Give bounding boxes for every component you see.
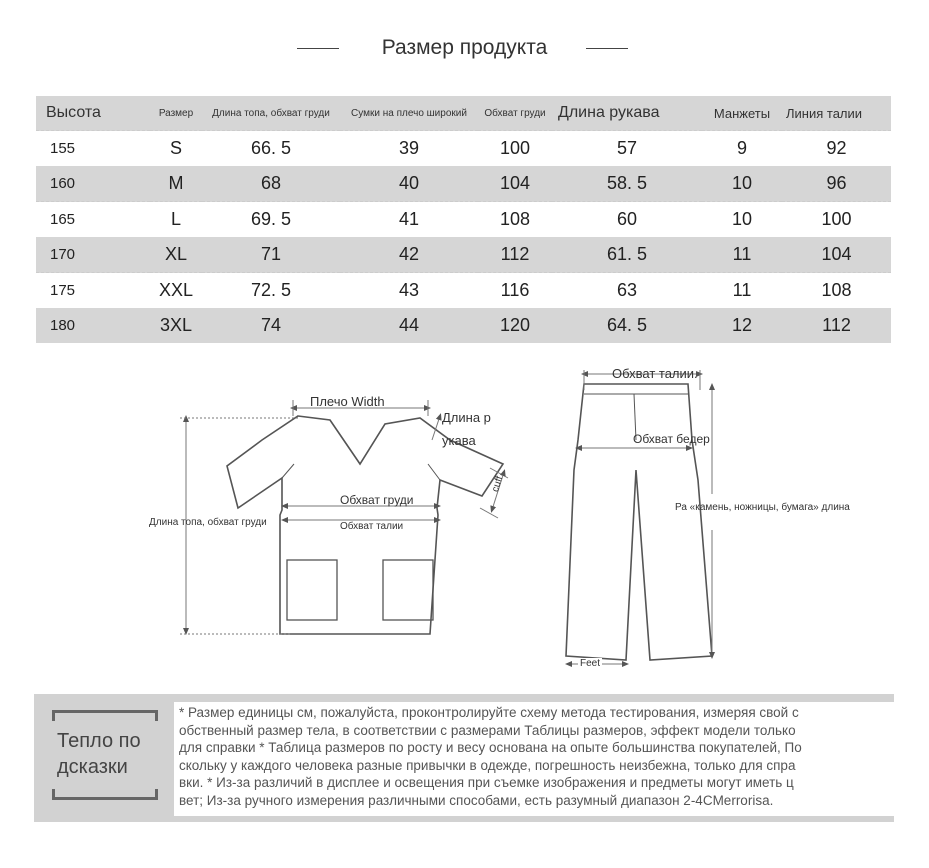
table-row bbox=[36, 131, 891, 167]
cell-sleeve: 61. 5 bbox=[552, 237, 702, 273]
cell-sleeve: 57 bbox=[552, 131, 702, 167]
cell-height: 165 bbox=[36, 202, 150, 238]
header-cuff: Манжеты bbox=[702, 96, 782, 131]
label-chest: Обхват груди bbox=[340, 493, 414, 507]
cell-shoulder: 39 bbox=[340, 131, 478, 167]
cell-chest: 100 bbox=[478, 131, 552, 167]
cell-shoulder: 40 bbox=[340, 166, 478, 202]
notes-line: вет; Из-за ручного измерения различными способами, есть разумный диапазон 2-4CMerrorisa. bbox=[179, 792, 774, 808]
cell-shoulder: 42 bbox=[340, 237, 478, 273]
tips-title-line-2: дсказки bbox=[57, 756, 128, 778]
cell-sleeve: 58. 5 bbox=[552, 166, 702, 202]
cell-chest: 104 bbox=[478, 166, 552, 202]
cell-size: XXL bbox=[150, 273, 202, 309]
cell-top-length: 74 bbox=[202, 308, 340, 343]
header-size: Размер bbox=[150, 96, 202, 131]
notes-line: обственный размер тела, в соответствии с размерами Таблицы размеров, эффект модели только bbox=[179, 722, 796, 738]
cell-waist: 108 bbox=[782, 273, 891, 309]
table-row bbox=[36, 237, 891, 273]
cell-cuff: 9 bbox=[702, 131, 782, 167]
cell-cuff: 10 bbox=[702, 202, 782, 238]
cell-sleeve: 60 bbox=[552, 202, 702, 238]
tips-title bbox=[57, 728, 149, 780]
label-hip: Обхват бедер bbox=[633, 432, 710, 446]
tips-title-line-1: Тепло по bbox=[57, 730, 141, 752]
size-table bbox=[36, 96, 891, 343]
notes-text bbox=[174, 702, 894, 809]
table-row bbox=[36, 166, 891, 202]
cell-top-length: 66. 5 bbox=[202, 131, 340, 167]
cell-sleeve: 63 bbox=[552, 273, 702, 309]
notes-line: для справки * Таблица размеров по росту и весу основана на опыте большинства покупателей, По bbox=[179, 740, 802, 755]
cell-cuff: 10 bbox=[702, 166, 782, 202]
label-pants-length: Ра «камень, ножницы, бумага» длина bbox=[675, 502, 850, 513]
diagram-drawing bbox=[0, 360, 929, 680]
cell-waist: 100 bbox=[782, 202, 891, 238]
cell-waist: 96 bbox=[782, 166, 891, 202]
header-top-length: Длина топа, обхват груди bbox=[202, 96, 340, 131]
cell-chest: 112 bbox=[478, 237, 552, 273]
label-sleeve-1: Длина р bbox=[442, 410, 491, 425]
cell-cuff: 11 bbox=[702, 273, 782, 309]
table-row bbox=[36, 273, 891, 309]
cell-waist: 104 bbox=[782, 237, 891, 273]
tips-tag bbox=[52, 710, 152, 800]
notes-panel bbox=[34, 694, 894, 822]
cell-sleeve: 64. 5 bbox=[552, 308, 702, 343]
cell-height: 170 bbox=[36, 237, 150, 273]
cell-height: 160 bbox=[36, 166, 150, 202]
cell-size: 3XL bbox=[150, 308, 202, 343]
cell-top-length: 72. 5 bbox=[202, 273, 340, 309]
header-chest: Обхват груди bbox=[478, 96, 552, 131]
label-pants-waist: Обхват талии. bbox=[612, 366, 698, 381]
tag-bracket-bottom bbox=[52, 789, 158, 800]
cell-chest: 120 bbox=[478, 308, 552, 343]
page-title: Размер продукта bbox=[381, 36, 548, 59]
measurement-diagram bbox=[0, 360, 929, 680]
cell-top-length: 71 bbox=[202, 237, 340, 273]
cell-height: 180 bbox=[36, 308, 150, 343]
cell-shoulder: 41 bbox=[340, 202, 478, 238]
notes-line: вки. * Из-за различий в дисплее и освещения при съемке изображения и предметы могут иметь ц bbox=[179, 775, 794, 790]
cell-size: M bbox=[150, 166, 202, 202]
label-top-length: Длина топа, обхват груди bbox=[149, 517, 267, 528]
cell-height: 155 bbox=[36, 131, 150, 167]
table-row bbox=[36, 202, 891, 238]
cell-waist: 112 bbox=[782, 308, 891, 343]
label-cuff: cuff bbox=[490, 474, 506, 494]
title-right-rule bbox=[586, 48, 628, 49]
cell-height: 175 bbox=[36, 273, 150, 309]
title-section bbox=[0, 32, 929, 66]
label-shirt-waist: Обхват талии bbox=[340, 521, 404, 532]
table-row bbox=[36, 308, 891, 343]
cell-waist: 92 bbox=[782, 131, 891, 167]
header-height: Высота bbox=[36, 96, 150, 131]
label-feet: Feet bbox=[580, 658, 601, 669]
table-header-row bbox=[36, 96, 891, 131]
label-shoulder: Плечо Width bbox=[310, 394, 385, 409]
pants-outline bbox=[566, 384, 712, 660]
cell-top-length: 69. 5 bbox=[202, 202, 340, 238]
cell-chest: 108 bbox=[478, 202, 552, 238]
cell-size: S bbox=[150, 131, 202, 167]
cell-size: XL bbox=[150, 237, 202, 273]
cell-size: L bbox=[150, 202, 202, 238]
header-sleeve: Длина рукава bbox=[552, 96, 702, 131]
notes-line: * Размер единицы см, пожалуйста, проконтролируйте схему метода тестирования, измеряя свой с bbox=[179, 705, 799, 720]
notes-line: скольку у каждого человека разные привычки в одежде, погрешность неизбежна, только для спра bbox=[179, 757, 796, 773]
cell-chest: 116 bbox=[478, 273, 552, 309]
notes-content bbox=[174, 702, 894, 816]
header-waist: Линия талии bbox=[782, 96, 891, 131]
label-sleeve-2: укава bbox=[442, 433, 476, 448]
cell-cuff: 11 bbox=[702, 237, 782, 273]
header-shoulder: Сумки на плечо широкий bbox=[340, 96, 478, 131]
tag-bracket-top bbox=[52, 710, 158, 721]
cell-cuff: 12 bbox=[702, 308, 782, 343]
cell-top-length: 68 bbox=[202, 166, 340, 202]
cell-shoulder: 43 bbox=[340, 273, 478, 309]
cell-shoulder: 44 bbox=[340, 308, 478, 343]
